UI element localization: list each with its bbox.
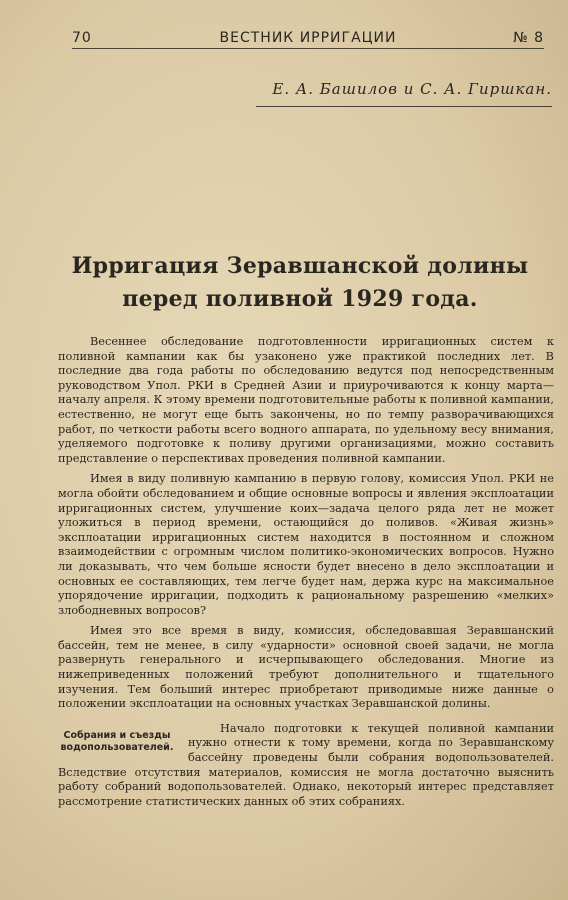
running-head [72,30,544,49]
article-title: Ирригация Зеравшанской долины перед поливной 1929 года. [71,253,529,312]
article-body [58,335,554,815]
issue-number: № 8 [513,30,544,46]
journal-title: ВЕСТНИК ИРРИГАЦИИ [219,30,397,46]
paragraph: Имея это все время в виду, комиссия, обследовавшая Зеравшанский бассейн, тем не менее, в силу «ударности» основной своей задачи, не могла развернуть генерального и исчерпывающего обследования. Многие из нижеприведенных положений требуют дополнительного и тщательного изучения. Тем больший интерес приобретают приводимые ниже данные о положении эксплоатации на основных участках Зеравшанской долины. [58,624,554,711]
paragraph: Имея в виду поливную кампанию в первую голову, комиссия Упол. РКИ не могла обойти обследованием и общие основные вопросы и явления эксплоатации ирригационных систем, улучшение коих—задача целого ряда лет не может уложиться в период времени, остающийся до поливов. «Живая жизнь» эксплоатации ирригационных систем находится в постоянном и сложном взаимодействии с огромным числом политико-экономических вопросов. Нужно ли доказывать, что чем больше ясности будет внесено в дело эксплоатации и основных ее составляющих, тем легче будет нам, держа курс на максимальное упорядочение ирригации, подходить к рациональному разрешению «мелких» злободневных вопросов? [58,472,554,617]
paragraph: Начало подготовки к текущей поливной кампании нужно отнести к тому времени, когда по Зеравшанскому бассейну проведены были собрания водопользователей. Вследствие отсутствия материалов, комиссия не могла достаточно выяснить работу собраний водопользователей. Однако, некоторый интерес представляет рассмотрение статистических данных об этих собраниях. [58,721,554,808]
article-authors: Е. А. Башилов и С. А. Гиршкан. [272,80,552,98]
page-number: 70 [72,30,92,46]
section-sidehead: Собрания и съезды водопользователей. [60,729,174,753]
paragraph: Весеннее обследование подготовленности ирригационных систем к поливной кампании как бы узаконено уже практикой последних лет. В последние два года работы по обследованию ведутся под непосредственным руководством Упол. РКИ в Средней Азии и приурочиваются к концу марта—началу апреля. К этому времени подготовительные работы к поливной кампании, естественно, не могут еще быть закончены, но по темпу разворачивающихся работ, по четкости работы всего водного аппарата, по удельному весу внимания, уделяемого подготовке к поливу другими организациями, можно составить представление о перспективах проведения поливной кампании. [58,335,554,465]
authors-divider [256,106,552,107]
